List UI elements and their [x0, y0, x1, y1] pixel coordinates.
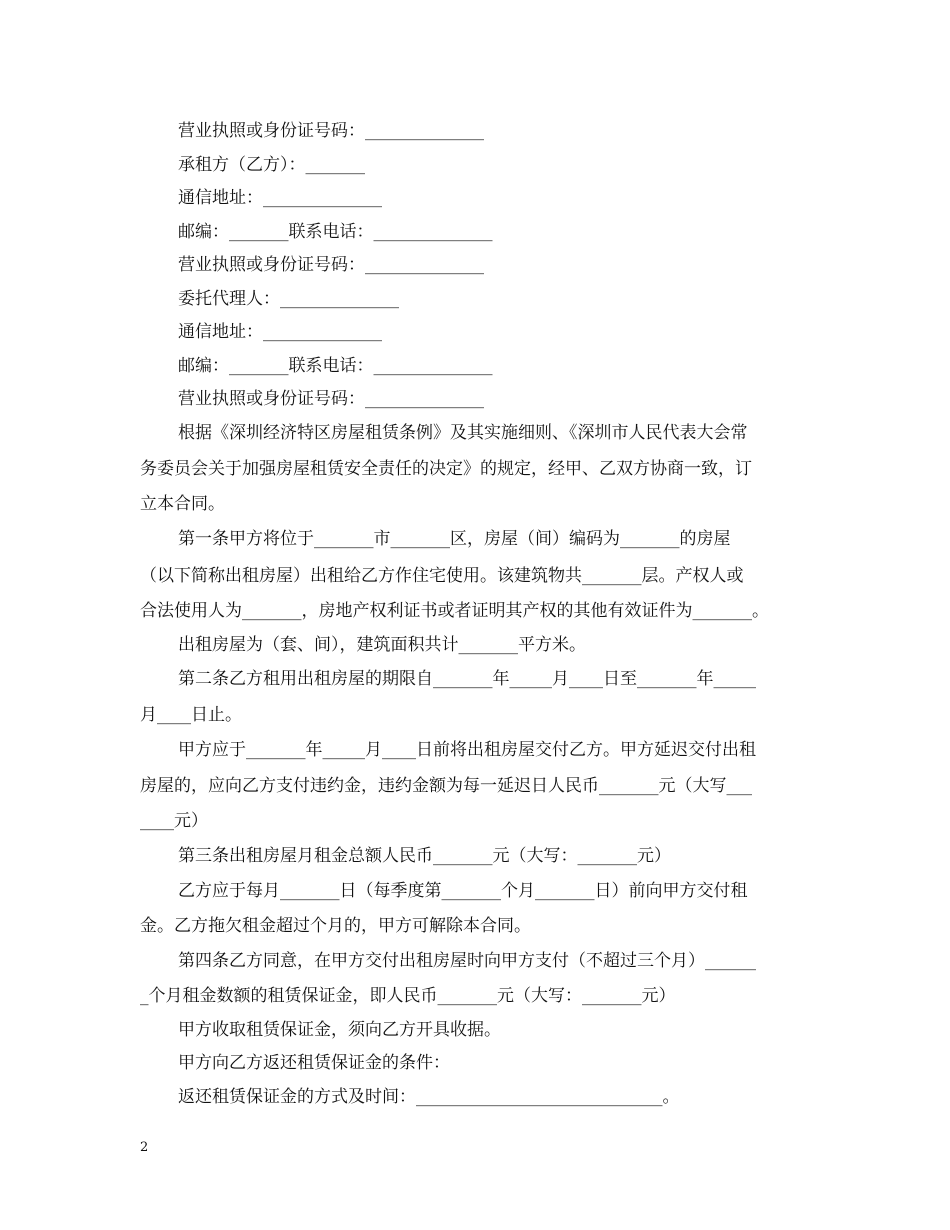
- text-line: 承租方（乙方）：_______: [178, 155, 365, 175]
- paragraph-line: 金。乙方拖欠租金超过个月的，甲方可解除本合同。: [140, 916, 531, 936]
- article-4-line: 第四条乙方同意，在甲方交付出租房屋时向甲方支付（不超过三个月）______: [178, 951, 756, 971]
- article-2-line: 第二条乙方租用出租房屋的期限自_______年_____月____日至_______年_____: [178, 669, 756, 689]
- paragraph-line: 房屋的，应向乙方支付违约金，违约金额为每一延迟日人民币_______元（大写___: [140, 776, 752, 796]
- article-1-line: 第一条甲方将位于_______市_______区，房屋（间）编码为_______的房屋: [178, 529, 731, 549]
- paragraph-line: 务委员会关于加强房屋租赁安全责任的决定》的规定，经甲、乙双方协商一致，订: [140, 459, 752, 479]
- paragraph-line: 根据《深圳经济特区房屋租赁条例》及其实施细则、《深圳市人民代表大会常: [178, 423, 748, 443]
- paragraph-line: 返还租赁保证金的方式及时间：_____________________________。: [178, 1087, 680, 1107]
- page-number: 2: [140, 1140, 149, 1155]
- text-line: 邮编：_______联系电话：______________: [178, 222, 493, 242]
- paragraph-line: 甲方应于_______年_____月____日前将出租房屋交付乙方。甲方延迟交付出租: [178, 740, 756, 760]
- paragraph-line: ____元）: [140, 811, 208, 831]
- text-line: 营业执照或身份证号码：______________: [178, 389, 484, 409]
- paragraph-line: 立本合同。: [140, 494, 225, 514]
- article-1-line: 合法使用人为_______，房地产权利证书或者证明其产权的其他有效证件为_______。: [140, 601, 769, 621]
- article-4-line: _个月租金数额的租赁保证金，即人民币_______元（大写：_______元）: [140, 986, 676, 1006]
- article-3-line: 第三条出租房屋月租金总额人民币_______元（大写：_______元）: [178, 846, 671, 866]
- text-line: 营业执照或身份证号码：______________: [178, 255, 484, 275]
- text-line: 通信地址：______________: [178, 188, 382, 208]
- text-line: 委托代理人：______________: [178, 289, 399, 309]
- paragraph-line: 甲方收取租赁保证金，须向乙方开具收据。: [178, 1020, 501, 1040]
- text-line: 通信地址：______________: [178, 322, 382, 342]
- article-1-line: （以下简称出租房屋）出租给乙方作住宅使用。该建筑物共_______层。产权人或: [140, 566, 744, 586]
- paragraph-line: 甲方向乙方返还租赁保证金的条件：: [178, 1053, 450, 1073]
- paragraph-line: 乙方应于每月_______日（每季度第_______个月_______日）前向甲方交付租: [178, 881, 748, 901]
- paragraph-line: 出租房屋为（套、间），建筑面积共计_______平方米。: [178, 635, 586, 655]
- text-line: 邮编：_______联系电话：______________: [178, 356, 493, 376]
- text-line: 营业执照或身份证号码：______________: [178, 121, 484, 141]
- article-2-line: 月____日止。: [140, 705, 242, 725]
